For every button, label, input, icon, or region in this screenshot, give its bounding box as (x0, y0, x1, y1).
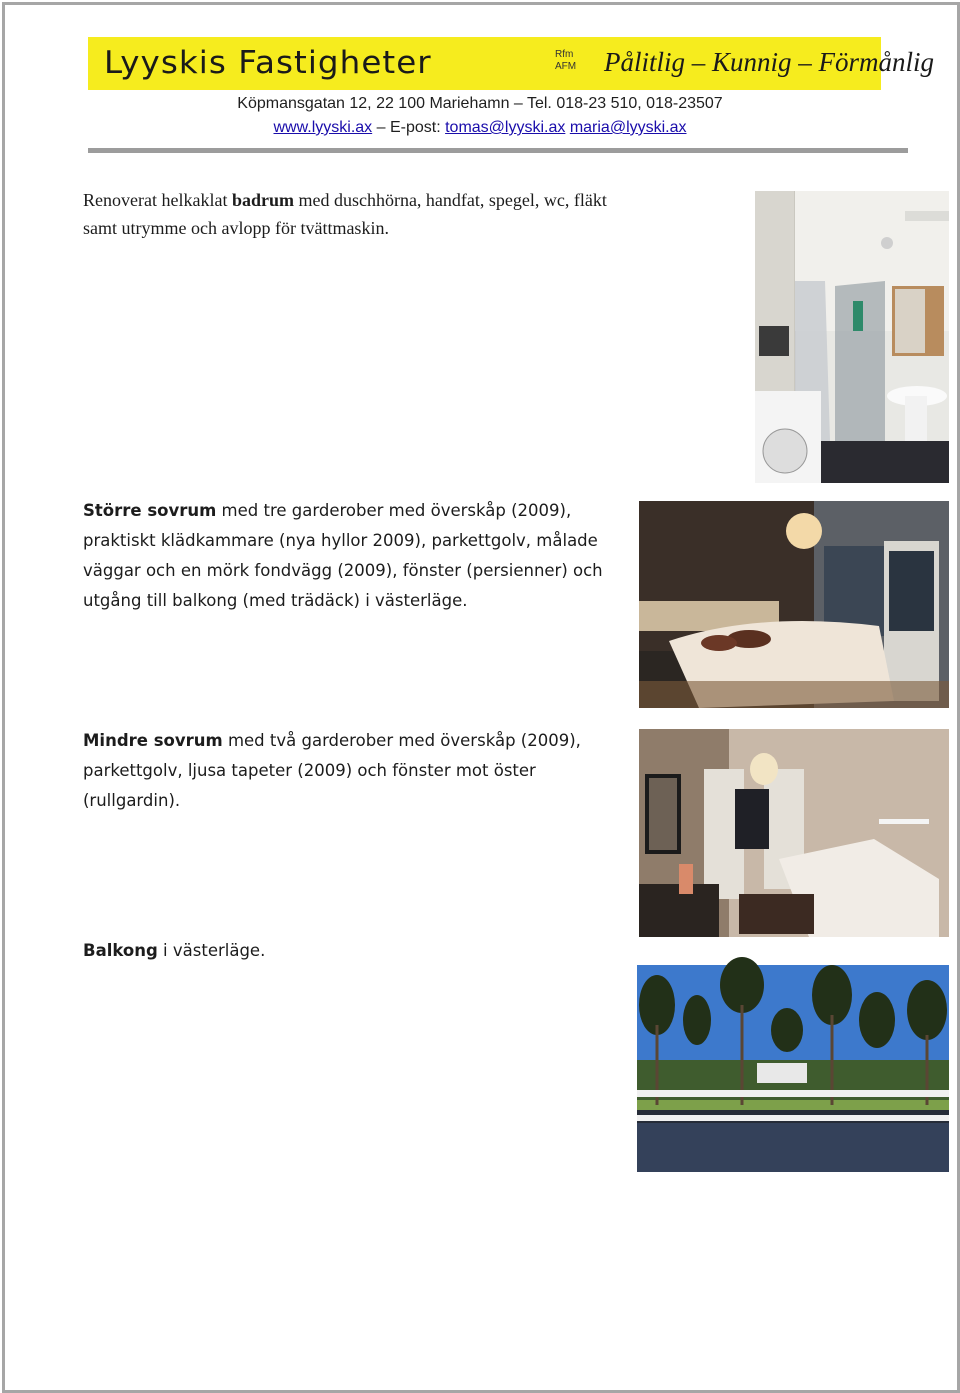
balcony-description: Balkong i västerläge. (83, 941, 266, 960)
large-bedroom-heading: Större sovrum (83, 501, 217, 520)
large-bedroom-description: Större sovrum med tre garderober med överskåp (2009), praktiskt klädkammare (nya hyllor 2009), parkettgolv, målade väggar och en mörk fondvägg (2009), fönster (persienner) och utgång till balkong (med trädäck) i västerläge. (83, 501, 603, 610)
small-bedroom-description: Mindre sovrum med två garderober med överskåp (2009), parkettgolv, ljusa tapeter (2009) och fönster mot öster (rullgardin). (83, 731, 581, 810)
email-link-maria[interactable]: maria@lyyski.ax (569, 119, 687, 136)
email-link-tomas[interactable]: tomas@lyyski.ax (445, 119, 566, 136)
website-link[interactable]: www.lyyski.ax (273, 119, 373, 136)
rfm-label: Rfm (555, 49, 574, 60)
bathroom-photo (755, 191, 949, 483)
small-bedroom-photo (639, 729, 949, 937)
email-separator: – E-post: (372, 119, 446, 136)
header-banner (88, 37, 935, 90)
large-bedroom-photo (639, 501, 949, 708)
rfm-afm-label (555, 49, 576, 73)
header-divider (88, 148, 908, 153)
balcony-heading: Balkong (83, 941, 158, 960)
address-line: Köpmansgatan 12, 22 100 Mariehamn – Tel. 018-23 510, 018-23507 (237, 95, 723, 112)
bathroom-heading: badrum (231, 190, 294, 210)
tagline: Pålitlig – Kunnig – Förmånlig (604, 47, 935, 77)
afm-label: AFM (555, 61, 577, 72)
contact-line (0, 119, 960, 137)
balcony-photo (637, 965, 949, 1172)
small-bedroom-heading: Mindre sovrum (83, 731, 223, 750)
bathroom-description: Renoverat helkaklat badrum med duschhörna, handfat, spegel, wc, fläkt samt utrymme och avlopp för tvättmaskin. (83, 190, 607, 238)
brand-logo-text: Lyyskis Fastigheter (104, 45, 432, 81)
